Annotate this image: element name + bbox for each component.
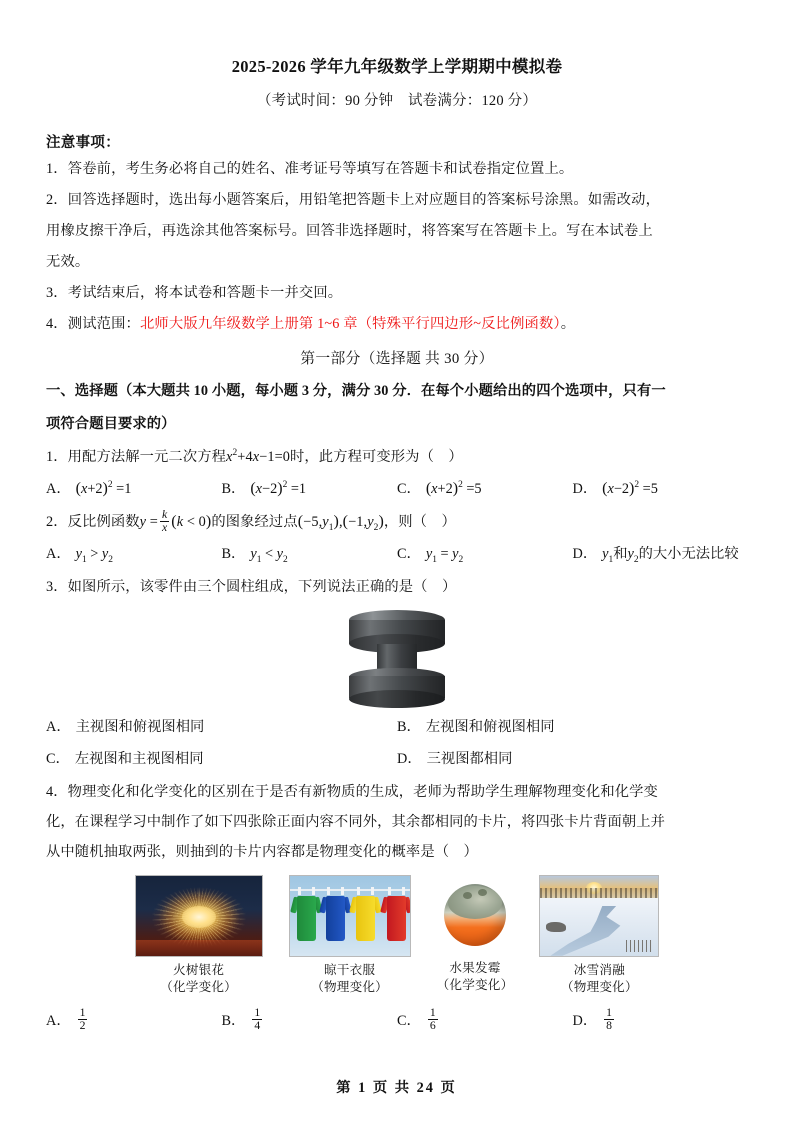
question-2-text-after: ，则（ ） [383, 513, 456, 530]
option-letter: B． [397, 718, 421, 735]
melting-snow-image [539, 875, 659, 957]
question-1-option-a[interactable] [46, 474, 222, 504]
fraction-denominator: 2 [79, 1019, 86, 1033]
question-1-stem [46, 442, 748, 472]
card-name: 水果发霉 [449, 960, 501, 975]
question-3-figure [46, 606, 748, 710]
option-letter: B． [221, 1012, 246, 1029]
notice-heading: 注意事项： [46, 134, 120, 151]
question-4-line-3: 从中随机抽取两张，则抽到的卡片内容都是物理变化的概率是（ ） [46, 843, 478, 860]
notice-item-3: 3．考试结束后，将本试卷和答题卡一并交回。 [46, 284, 343, 301]
question-1-number: 1． [46, 448, 68, 465]
option-letter: D． [572, 480, 598, 497]
card-name: 冰雪消融 [573, 962, 625, 977]
fraction-denominator: 6 [429, 1019, 436, 1033]
fireworks-ground [136, 940, 262, 956]
fraction-numerator: 1 [429, 1006, 436, 1019]
option-formula: $(x+2)^2 =1$ [75, 479, 132, 497]
question-4-option-b[interactable] [222, 1006, 398, 1036]
page-footer: 第 1 页 共 24 页 [336, 1080, 457, 1096]
question-1-option-c[interactable] [397, 474, 573, 504]
card-type: （物理变化） [311, 979, 388, 994]
section-heading-line-2: 项符合题目要求的） [46, 415, 176, 432]
option-fraction [604, 1007, 614, 1033]
option-formula: $y_1 > y_2$ [75, 545, 113, 565]
moldy-fruit-image [439, 875, 511, 955]
question-2-options [46, 539, 748, 569]
question-4-cards [46, 875, 748, 996]
card-caption-drying-clothes [289, 962, 411, 996]
option-letter: A． [46, 545, 71, 562]
question-4-option-c[interactable] [397, 1006, 573, 1036]
drying-clothes-image [289, 875, 411, 957]
mold-patch [448, 886, 503, 918]
option-formula: $(x+2)^2 =5$ [425, 479, 482, 497]
clothespin [341, 887, 344, 895]
three-cylinder-part-image [341, 606, 453, 710]
card-fireworks [135, 875, 263, 996]
notice-item-4 [46, 309, 748, 340]
notice-item-4-scope: 北师大版九年级数学上册第 1~6 章（特殊平行四边形~反比例函数） [139, 315, 561, 332]
question-3-stem: 3．如图所示，该零件由三个圆柱组成，下列说法正确的是（ ） [46, 578, 457, 595]
option-letter: B． [221, 480, 246, 497]
notice-item-4-prefix: 4．测试范围： [46, 315, 140, 332]
question-1-text-before: 用配方法解一元二次方程 [67, 448, 227, 465]
fireworks-image [135, 875, 263, 957]
mold-spot [463, 892, 472, 899]
fraction-denominator: 8 [606, 1019, 612, 1033]
question-4-options [46, 1006, 748, 1036]
card-name: 晾干衣服 [324, 962, 376, 977]
option-letter: D． [572, 545, 598, 562]
question-4-line-1: 4．物理变化和化学变化的区别在于是否有新物质的生成，老师为帮助学生理解物理变化和化学变 [46, 783, 658, 800]
question-3-option-c[interactable] [46, 744, 397, 774]
fraction-denominator: 4 [254, 1019, 261, 1033]
question-3-options-row-1 [46, 712, 748, 742]
bush [626, 940, 652, 952]
shirt-blue [323, 891, 348, 941]
option-letter: D． [397, 750, 422, 767]
card-melting-snow [539, 875, 659, 996]
question-3-option-b[interactable] [397, 712, 748, 742]
question-4-option-d[interactable] [573, 1006, 749, 1036]
clothespin [312, 887, 315, 895]
shirt-torso [356, 896, 375, 941]
shirt-torso [297, 896, 316, 941]
option-letter: A． [46, 718, 71, 735]
notice-item-1: 1．答卷前，考生务必将自己的姓名、准考证号等填写在答题卡和试卷指定位置上。 [46, 160, 574, 177]
card-caption-fireworks [135, 962, 263, 996]
question-2-points: $(-5,y_1),(-1,y_2)$ [297, 512, 384, 533]
question-2-function: y = $\frac{k}{x}$ (k < 0) [139, 507, 212, 535]
question-3-option-a[interactable] [46, 712, 397, 742]
section-heading-line-1: 一、选择题（本大题共 10 小题，每小题 3 分，满分 30 分．在每个小题给出的四个选项中，只有一 [46, 382, 666, 399]
orange-fruit [444, 884, 506, 946]
question-2-option-b[interactable] [222, 539, 398, 569]
option-text: 三视图都相同 [426, 750, 513, 767]
notice-item-2-line-1: 2．回答选择题时，选出每小题答案后，用铅笔把答题卡上对应题目的答案标号涂黑。如需改动， [46, 191, 661, 208]
card-name: 火树银花 [173, 962, 225, 977]
notice-item-2-line-3: 无效。 [46, 253, 90, 270]
option-letter: A． [46, 1012, 71, 1029]
question-4-line-2: 化，在课程学习中制作了如下四张除正面内容不同外，其余都相同的卡片，将四张卡片背面朝上并 [46, 813, 666, 830]
notice-item-4-suffix: 。 [560, 315, 576, 332]
question-2-stem [46, 507, 748, 537]
option-fraction [252, 1007, 262, 1033]
option-text: 左视图和主视图相同 [74, 750, 204, 767]
shirt-torso [326, 896, 345, 941]
question-2-option-c[interactable] [397, 539, 573, 569]
shirt-yellow [353, 891, 378, 941]
option-text: 主视图和俯视图相同 [75, 718, 205, 735]
card-caption-moldy-fruit [437, 960, 514, 994]
question-1-options [46, 474, 748, 504]
question-1-equation: $x^2+4x-1=0$ [226, 448, 290, 465]
card-caption-melting-snow [539, 962, 659, 996]
shirt-green [294, 891, 319, 941]
part-1-heading: 第一部分（选择题 共 30 分） [300, 350, 494, 367]
option-letter: D． [572, 1012, 598, 1029]
card-type: （化学变化） [160, 979, 237, 994]
fireworks-core [182, 906, 216, 928]
mold-spot [478, 889, 487, 896]
option-fraction [78, 1007, 88, 1033]
question-2-number: 2． [46, 513, 68, 530]
question-2-option-d[interactable] [573, 539, 749, 569]
page-title: 2025-2026 学年九年级数学上学期期中模拟卷 [231, 57, 563, 76]
card-drying-clothes [289, 875, 411, 996]
card-type: （化学变化） [436, 977, 514, 992]
card-moldy-fruit [437, 875, 514, 994]
question-2-text-before: 反比例函数 [67, 513, 140, 530]
option-formula: $(x-2)^2 =5$ [602, 479, 658, 497]
option-letter: B． [221, 545, 246, 562]
clothespin [298, 887, 301, 895]
option-fraction [428, 1007, 438, 1033]
fraction-numerator: 1 [606, 1006, 612, 1019]
option-letter: A． [46, 480, 71, 497]
exam-subtitle: （考试时间：90 分钟 试卷满分：120 分） [256, 92, 538, 109]
option-text: 左视图和俯视图相同 [425, 718, 555, 735]
question-2-text-mid: 的图象经过点 [211, 513, 298, 530]
part-base-underside [349, 690, 445, 708]
clothespin [402, 887, 405, 895]
shirt-torso [387, 896, 406, 941]
question-1-option-d[interactable] [573, 474, 749, 504]
rock [546, 922, 566, 932]
option-letter: C． [397, 1012, 421, 1029]
option-letter: C． [397, 545, 421, 562]
fraction-numerator: 1 [79, 1006, 86, 1019]
clothespin [388, 887, 391, 895]
notice-item-2-line-2: 用橡皮擦干净后，再选涂其他答案标号。回答非选择题时，将答案写在答题卡上。写在本试卷上 [46, 222, 653, 239]
question-1-text-after: 时，此方程可变形为（ ） [290, 448, 463, 465]
option-formula: $y_1 < y_2$ [250, 545, 288, 565]
option-letter: C． [397, 480, 421, 497]
clothespin [327, 887, 330, 895]
option-formula: $y_1 = y_2$ [425, 545, 464, 565]
clothespin [357, 887, 360, 895]
question-2-option-a[interactable] [46, 539, 222, 569]
question-3-option-d[interactable] [397, 744, 748, 774]
option-formula: $y_1$和$y_2$的大小无法比较 [602, 545, 739, 565]
question-3-options-row-2 [46, 744, 748, 774]
card-type: （物理变化） [560, 979, 638, 994]
question-4-option-a[interactable] [46, 1006, 222, 1036]
shirt-red [384, 891, 409, 941]
option-letter: C． [46, 750, 70, 767]
clothespin [371, 887, 374, 895]
question-1-option-b[interactable] [222, 474, 398, 504]
fraction-numerator: 1 [254, 1006, 261, 1019]
option-formula: $(x-2)^2 =1$ [250, 479, 307, 497]
